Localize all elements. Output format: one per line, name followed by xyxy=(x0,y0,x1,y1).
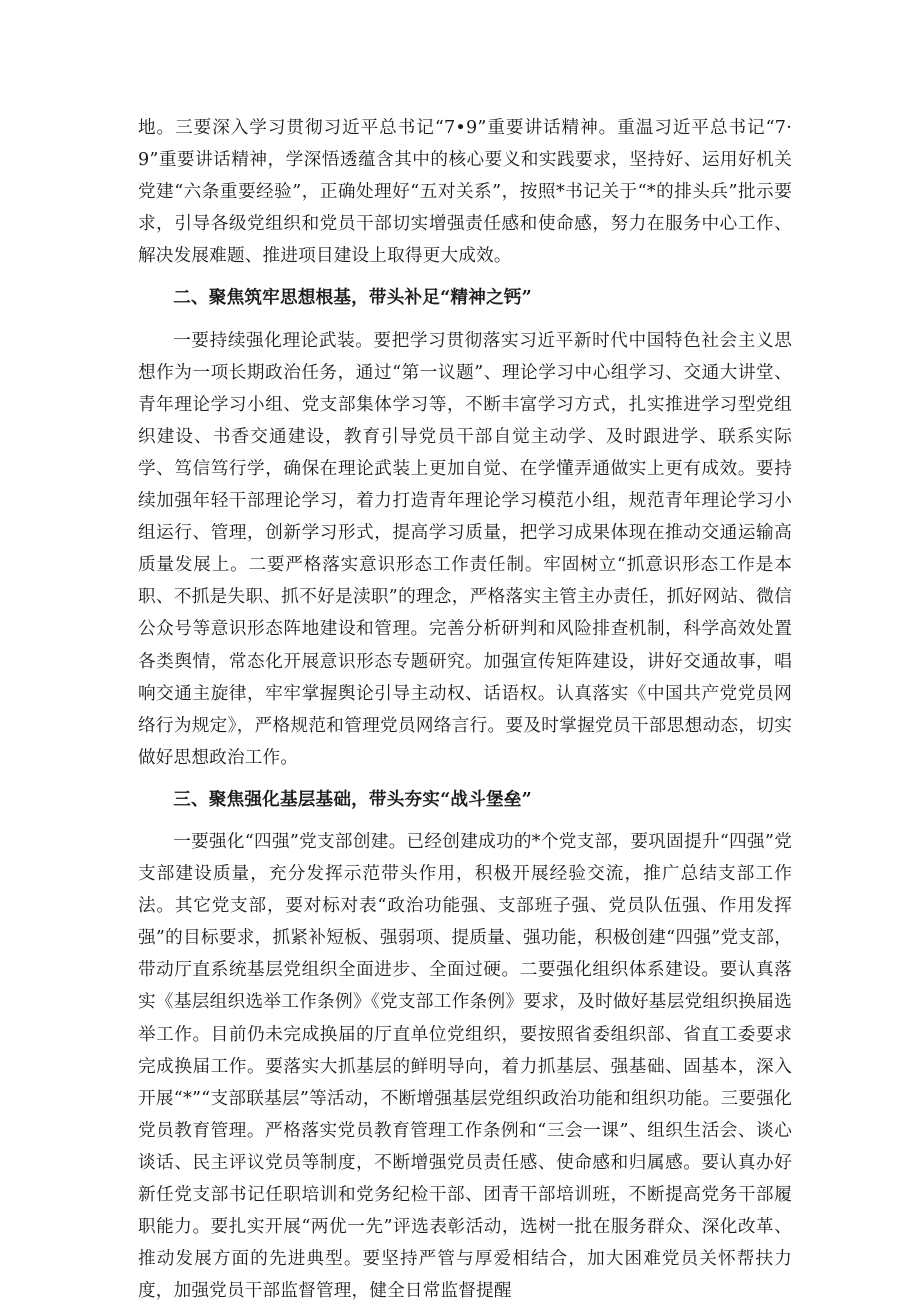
document-page xyxy=(138,112,792,1307)
paragraph-section-2: 一要持续强化理论武装。要把学习贯彻落实习近平新时代中国特色社会主义思想作为一项长期政治任务，通过“第一议题”、理论学习中心组学习、交通大讲堂、青年理论学习小组、党支部集体学习等，不断丰富学习方式，扎实推进学习型党组织建设、书香交通建设，教育引导党员干部自觉主动学、及时跟进学、联系实际学、笃信笃行学，确保在理论武装上更加自觉、在学懂弄通做实上更有成效。要持续加强年轻干部理论学习，着力打造青年理论学习模范小组，规范青年理论学习小组运行、管理，创新学习形式，提高学习质量，把学习成果体现在推动交通运输高质量发展上。二要严格落实意识形态工作责任制。牢固树立“抓意识形态工作是本职、不抓是失职、抓不好是渎职”的理念，严格落实主管主办责任，抓好网站、微信公众号等意识形态阵地建设和管理。完善分析研判和风险排查机制，科学高效处置各类舆情，常态化开展意识形态专题研究。加强宣传矩阵建设，讲好交通故事，唱响交通主旋律，牢牢掌握舆论引导主动权、话语权。认真落实《中国共产党党员网络行为规定》，严格规范和管理党员网络言行。要及时掌握党员干部思想动态，切实做好思想政治工作。 xyxy=(138,330,792,768)
paragraph-continuation: 地。三要深入学习贯彻习近平总书记“7•9”重要讲话精神。重温习近平总书记“7·9”重要讲话精神，学深悟透蕴含其中的核心要义和实践要求，坚持好、运用好机关党建“六条重要经验”，正确处理好“五对关系”，按照*书记关于“*的排头兵”批示要求，引导各级党组织和党员干部切实增强责任感和使命感，努力在服务中心工作、解决发展难题、推进项目建设上取得更大成效。 xyxy=(138,118,792,267)
paragraph-section-3: 一要强化“四强”党支部创建。已经创建成功的*个党支部，要巩固提升“四强”党支部建设质量，充分发挥示范带头作用，积极开展经验交流，推广总结支部工作法。其它党支部，要对标对表“政治功能强、支部班子强、党员队伍强、作用发挥强”的目标要求，抓紧补短板、强弱项、提质量、强功能，积极创建“四强”党支部，带动厅直系统基层党组织全面进步、全面过硬。二要强化组织体系建设。要认真落实《基层组织选举工作条例》《党支部工作条例》要求，及时做好基层党组织换届选举工作。目前仍未完成换届的厅直单位党组织，要按照省委组织部、省直工委要求完成换届工作。要落实大抓基层的鲜明导向，着力抓基层、强基础、固基本，深入开展“*”“支部联基层”等活动，不断增强基层党组织政治功能和组织功能。三要强化党员教育管理。严格落实党员教育管理工作条例和“三会一课”、组织生活会、谈心谈话、民主评议党员等制度，不断增强党员责任感、使命感和归属感。要认真办好新任党支部书记任职培训和党务纪检干部、团青干部培训班，不断提高党务干部履职能力。要扎实开展“两优一先”评选表彰活动，选树一批在服务群众、深化改革、推动发展方面的先进典型。要坚持严管与厚爱相结合，加大困难党员关怀帮扶力度，加强党员干部监督管理，健全日常监督提醒 xyxy=(138,831,792,1302)
section-heading-3: 三、聚焦强化基层基础，带头夯实“战斗堡垒” xyxy=(173,788,532,810)
paragraph-gap xyxy=(138,774,792,784)
paragraph-gap xyxy=(138,816,792,826)
paragraph-gap xyxy=(138,272,792,282)
section-heading-2: 二、聚焦筑牢思想根基，带头补足“精神之钙” xyxy=(173,287,532,309)
paragraph-gap xyxy=(138,315,792,325)
